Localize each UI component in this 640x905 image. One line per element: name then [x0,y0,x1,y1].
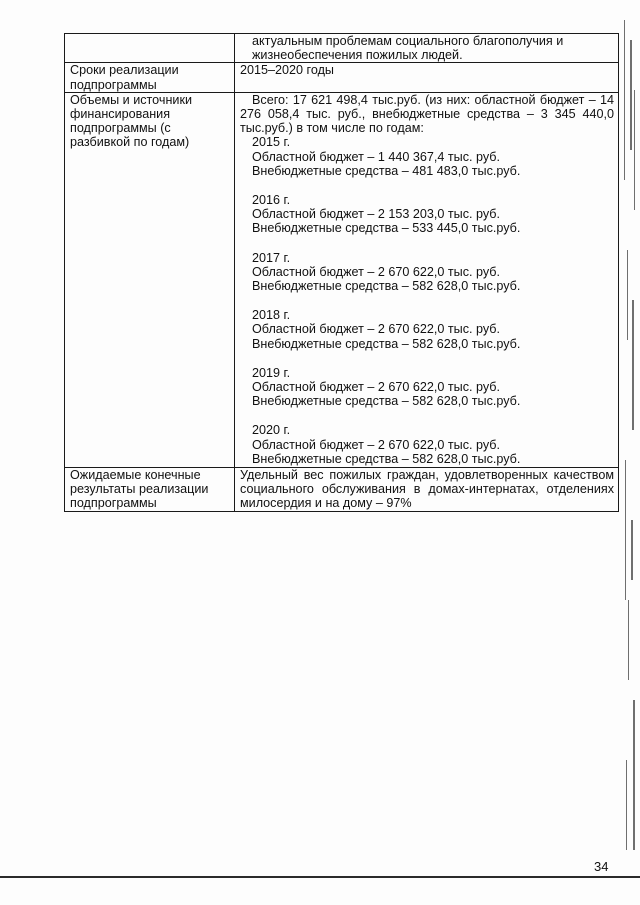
results-label: Ожидаемые конечные результаты реализации подпрограммы [65,468,235,512]
year-label: 2015 г. [252,135,291,150]
table-row [65,34,619,63]
year-label: 2018 г. [252,308,291,323]
year-label: 2017 г. [252,250,291,265]
funding-year-2018 [240,308,614,351]
year-label: 2019 г. [252,365,291,380]
regional-budget: Областной бюджет – 2 153 203,0 тыс. руб. [252,207,501,222]
results-value: Удельный вес пожилых граждан, удовлетворенных качеством социального обслуживания в домах-интернатах, отделениях милосердия и на дому – 97% [235,468,619,512]
page-number: 34 [594,859,609,874]
extrabudgetary-funds: Внебюджетные средства – 582 628,0 тыс.руб. [252,279,521,294]
funding-label: Объемы и источники финансирования подпрограммы (с разбивкой по годам) [65,92,235,467]
extrabudgetary-funds: Внебюджетные средства – 481 483,0 тыс.руб. [252,163,521,178]
funding-year-2017 [240,251,614,294]
funding-total: Всего: 17 621 498,4 тыс.руб. (из них: областной бюджет – 14 276 058,4 тыс. руб., внебюджетные средства – 3 345 440,0 тыс.руб.) в том числе по годам: [240,92,614,136]
funding-year-2016 [240,193,614,236]
extrabudgetary-funds: Внебюджетные средства – 582 628,0 тыс.руб. [252,451,521,466]
goal-continuation-cell [235,34,619,63]
subprogram-passport-table [64,33,619,512]
funding-year-2015 [240,135,614,178]
funding-cell [235,92,619,467]
table-cell-empty [65,34,235,63]
scan-bottom-edge [0,876,640,878]
extrabudgetary-funds: Внебюджетные средства – 533 445,0 тыс.руб. [252,221,521,236]
goal-continuation-line2: жизнеобеспечения пожилых людей. [252,48,463,63]
scan-edge-artifact [618,0,640,870]
regional-budget: Областной бюджет – 1 440 367,4 тыс. руб. [252,149,501,164]
regional-budget: Областной бюджет – 2 670 622,0 тыс. руб. [252,437,501,452]
table-row [65,468,619,512]
table-row [65,63,619,92]
term-label: Сроки реализации подпрограммы [65,63,235,92]
extrabudgetary-funds: Внебюджетные средства – 582 628,0 тыс.руб. [252,394,521,409]
year-label: 2020 г. [252,423,291,438]
regional-budget: Областной бюджет – 2 670 622,0 тыс. руб. [252,322,501,337]
funding-year-2020 [240,423,614,466]
regional-budget: Областной бюджет – 2 670 622,0 тыс. руб. [252,380,501,395]
table-row [65,92,619,467]
term-value: 2015–2020 годы [235,63,619,92]
year-label: 2016 г. [252,193,291,208]
extrabudgetary-funds: Внебюджетные средства – 582 628,0 тыс.руб. [252,336,521,351]
regional-budget: Областной бюджет – 2 670 622,0 тыс. руб. [252,264,501,279]
funding-year-2019 [240,366,614,409]
goal-continuation-line1: актуальным проблемам социального благополучия и [252,34,564,48]
